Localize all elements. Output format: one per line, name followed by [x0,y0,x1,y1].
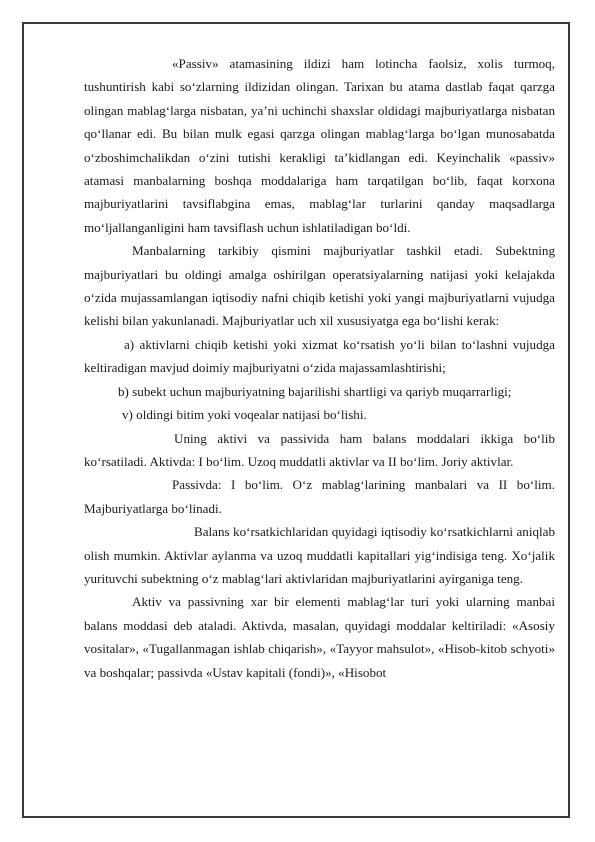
paragraph-passiv-etymology: «Passiv» atamasining ildizi ham lotincha faolsiz, xolis turmoq, tushuntirish kabi so‘zlarning ildizidan olingan. Tarixan bu atama dastlab faqat qarzga olingan mablag‘larga nisbatan, ya’ni uchinchi shaxslar oldidagi majburiyatlarga nisbatan qo‘llanar edi. Bu bilan mulk egasi qarzga olingan mablag‘larga bo‘lgan munosabatda o‘zboshimchalikdan o‘zini tutishi kerakligi ta’kidlangan edi. Keyinchalik «passiv» atamasi manbalarning boshqa moddalariga ham tarqatilgan bo‘lib, faqat korxona majburiyatlarini tavsiflabgina emas, mablag‘lar turlarini qanday maqsadlarga mo‘ljallanganligini ham tavsiflash uchun ishlatiladigan bo‘ldi. [84,56,555,235]
list-item-b: b) subekt uchun majburiyatning bajarilishi shartligi va qariyb muqarrarligi; [118,383,512,399]
paragraph-liability-sections: Passivda: I bo‘lim. O‘z mablag‘larining manbalari va II bo‘lim. Majburiyatlarga bo‘linadi. [84,477,555,516]
document-body [84,52,555,684]
paragraph-balance-items: Aktiv va passivning xar bir elementi mablag‘lar turi yoki ularning manbai balans moddasi deb ataladi. Aktivda, masalan, quyidagi moddalar keltiriladi: «Asosiy vositalar», «Tugallanmagan ishlab chiqarish», «Tayyor mahsulot», «Hisob-kitob schyoti» va boshqalar; passivda «Ustav kapitali (fondi)», «Hisobot [84,594,555,680]
paragraph-liabilities-definition: Manbalarning tarkibiy qismini majburiyatlar tashkil etadi. Subektning majburiyatlari bu oldingi amalga oshirilgan operatsiyalarning natijasi yoki kelajakda o‘zida mujassamlangan iqtisodiy nafni chiqib ketishi yoki yangi majburiyatlarni vujudga kelishi bilan yakunlanadi. Majburiyatlar uch xil xususiyatga ega bo‘lishi kerak: [84,243,555,329]
paragraph-balance-indicators: Balans ko‘rsatkichlaridan quyidagi iqtisodiy ko‘rsatkichlarni aniqlab olish mumkin. Aktivlar aylanma va uzoq muddatli kapitallari yig‘indisiga teng. Xo‘jalik yurituvchi subektning o‘z mablag‘lari aktivlaridan majburiyatlarini ayirganiga teng. [84,524,555,586]
paragraph-asset-sections: Uning aktivi va passivida ham balans moddalari ikkiga bo‘lib ko‘rsatiladi. Aktivda: I bo‘lim. Uzoq muddatli aktivlar va II bo‘lim. Joriy aktivlar. [84,430,555,469]
list-item-a: a) aktivlarni chiqib ketishi yoki xizmat ko‘rsatish yo‘li bilan to‘lashni vujudga keltiradigan mavjud doimiy majburiyatni o‘zida majassamlashtirishi; [84,336,555,376]
list-item-v: v) oldingi bitim yoki voqealar natijasi bo‘lishi. [122,407,367,423]
